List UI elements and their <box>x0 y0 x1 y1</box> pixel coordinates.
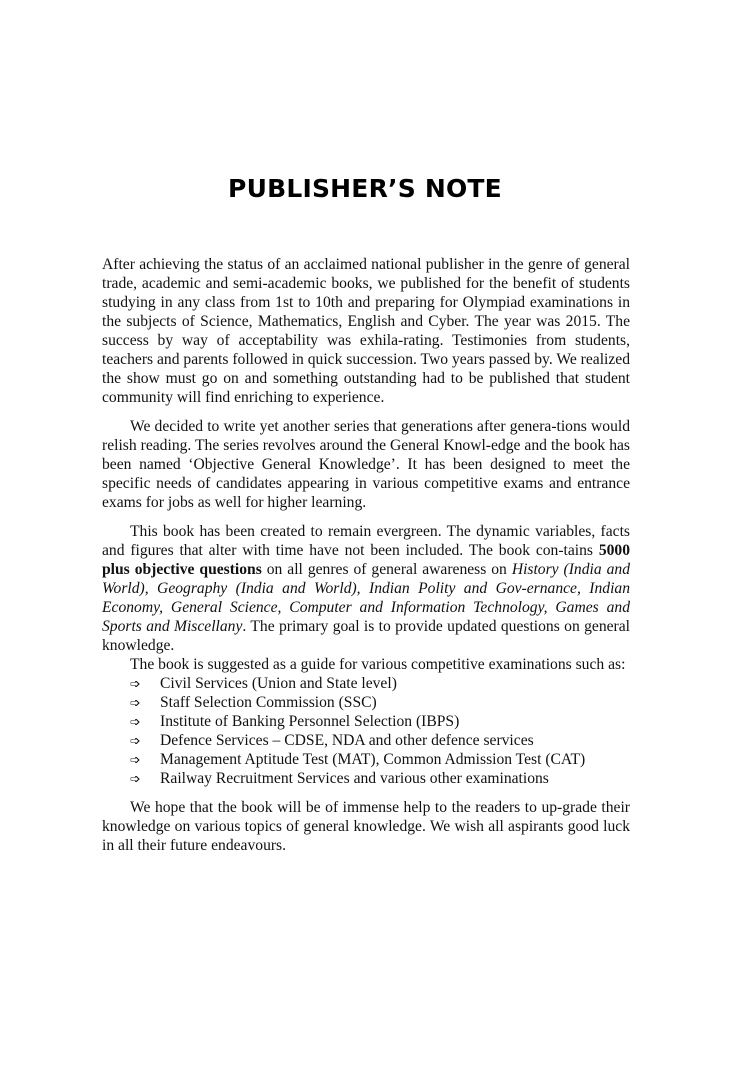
page-title: PUBLISHER’S NOTE <box>228 174 502 203</box>
paragraph-closing: We hope that the book will be of immense help to the readers to up-grade their knowledge on various topics of general knowledge. We wish all aspirants good luck in all their future endeavours. <box>102 799 630 854</box>
arrow-outline-icon: ➩ <box>130 715 141 730</box>
paragraph-series: We decided to write yet another series that generations after genera-tions would relish reading. The series revolves around the General Knowl-edge and the book has been named ‘Objective General Knowledge’. It has been designed to meet the specific needs of candidates appearing in various competitive exams and entrance exams for jobs as well for higher learning. <box>102 418 630 511</box>
paragraph-contents <box>102 522 630 655</box>
arrow-outline-icon: ➩ <box>130 772 141 787</box>
paragraph-exams-intro: The book is suggested as a guide for various competitive examinations such as: <box>130 656 626 673</box>
contents-text-start: This book has been created to remain evergreen. The dynamic variables, facts and figures that alter with time have not been included. The book con-tains <box>102 523 630 559</box>
paragraph-intro: After achieving the status of an acclaimed national publisher in the genre of general trade, academic and semi-academic books, we published for the benefit of students studying in any class from 1st to 10th and preparing for Olympiad examinations in the subjects of Science, Mathematics, English and Cyber. The year was 2015. The success by way of acceptability was exhila-rating. Testimonies from students, teachers and parents followed in quick succession. Two years passed by. We realized the show must go on and something outstanding had to be published that student community will find enriching to experience. <box>102 256 630 406</box>
list-item-label: Management Aptitude Test (MAT), Common Admission Test (CAT) <box>160 751 586 768</box>
list-item-label: Staff Selection Commission (SSC) <box>160 694 377 711</box>
arrow-outline-icon: ➩ <box>130 753 141 768</box>
list-item-label: Defence Services – CDSE, NDA and other defence services <box>160 732 534 749</box>
list-item <box>130 693 630 712</box>
list-item <box>130 712 630 731</box>
topic-list-italic: History (India and World), Geography (India and World), Indian Polity and Gov-ernance, Indian Economy, General Science, Computer and Information Technology, Games and Sports and Miscellany <box>102 561 630 635</box>
arrow-outline-icon: ➩ <box>130 734 141 749</box>
contents-text-end: . The primary goal is to provide updated questions on general knowledge. <box>102 618 630 654</box>
list-item <box>130 731 630 750</box>
list-item <box>130 674 630 693</box>
list-item <box>130 750 630 769</box>
list-item-label: Institute of Banking Personnel Selection (IBPS) <box>160 713 460 730</box>
list-item <box>130 769 630 788</box>
exam-list <box>102 674 630 788</box>
list-item-label: Civil Services (Union and State level) <box>160 675 397 692</box>
note-body <box>102 255 630 855</box>
question-count-highlight: 5000 plus objective questions <box>102 542 630 578</box>
arrow-outline-icon: ➩ <box>130 696 141 711</box>
contents-text-mid: on all genres of general awareness on <box>261 561 512 578</box>
arrow-outline-icon: ➩ <box>130 677 141 692</box>
list-item-label: Railway Recruitment Services and various other examinations <box>160 770 549 787</box>
